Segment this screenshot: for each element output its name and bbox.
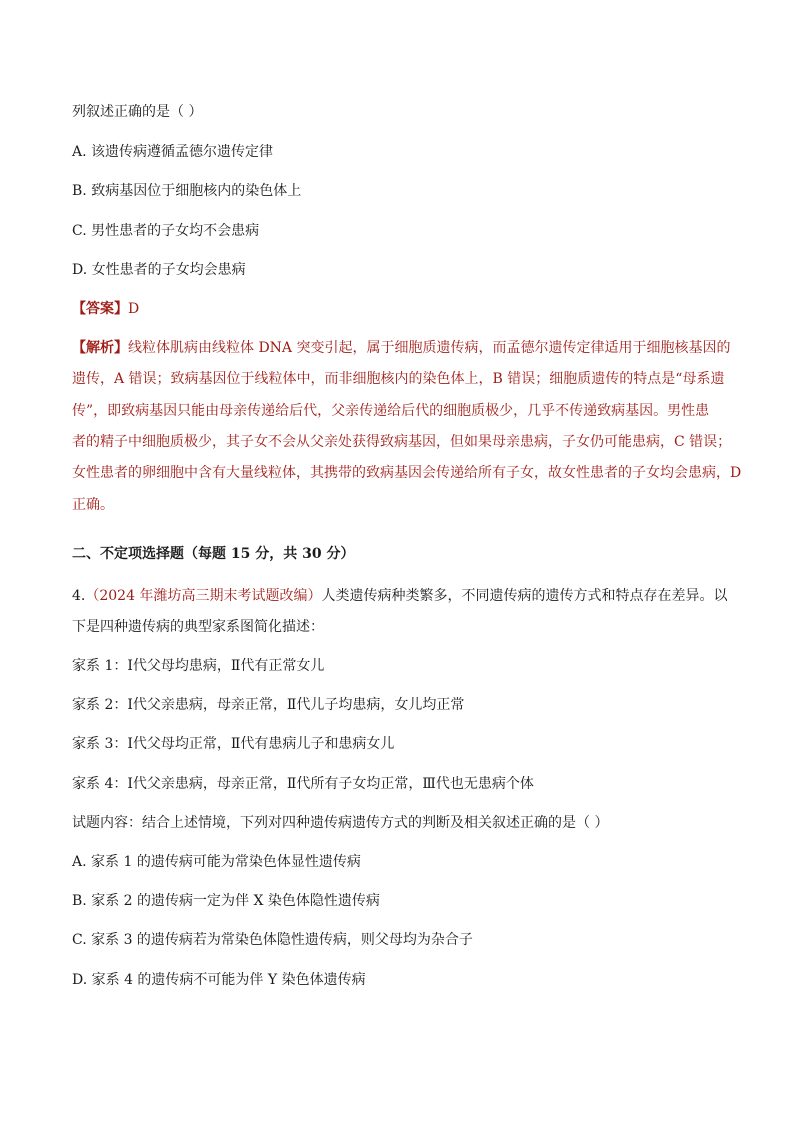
question-4-stem-text: 人类遗传病种类繁多，不同遗传病的遗传方式和特点存在差异。以 [321,588,728,604]
analysis-line-1 [72,338,742,358]
question-3-option-d: D. 女性患者的子女均会患病 [72,262,246,278]
question-3-option-a: A. 该遗传病遵循孟德尔遗传定律 [72,144,274,160]
analysis-line-2: 遗传，A 错误；致病基因位于线粒体中，而非细胞核内的染色体上，B 错误；细胞质遗传的特点是“母系遗 [72,371,725,387]
question-4-prompt: 试题内容：结合上述情境，下列对四种遗传病遗传方式的判断及相关叙述正确的是（ ） [72,815,609,831]
question-4-option-c: C. 家系 3 的遗传病若为常染色体隐性遗传病，则父母均为杂合子 [72,932,473,948]
question-3-option-c: C. 男性患者的子女均不会患病 [72,223,260,239]
question-4-number: 4. [72,588,86,604]
question-4-source: （2024 年潍坊高三期末考试题改编） [85,588,322,604]
question-3-option-b: B. 致病基因位于细胞核内的染色体上 [72,183,302,199]
family-2: 家系 2：Ⅰ代父亲患病，母亲正常，Ⅱ代儿子均患病，女儿均正常 [72,697,465,713]
question-3-stem: 列叙述正确的是（ ） [72,104,203,120]
family-4: 家系 4：Ⅰ代父亲患病，母亲正常，Ⅱ代所有子女均正常，Ⅲ代也无患病个体 [72,776,534,792]
answer-value: D [128,301,140,317]
family-1: 家系 1：Ⅰ代父母均患病，Ⅱ代有正常女儿 [72,658,325,674]
family-3: 家系 3：Ⅰ代父母均正常，Ⅱ代有患病儿子和患病女儿 [72,736,395,752]
question-4-option-b: B. 家系 2 的遗传病一定为伴 X 染色体隐性遗传病 [72,893,380,909]
analysis-line-4: 者的精子中细胞质极少，其子女不会从父亲处获得致病基因，但如果母亲患病，子女仍可能患病，C 错误； [72,434,732,450]
section-title: 二、不定项选择题（每题 15 分，共 30 分） [72,546,355,562]
question-4-stem-line-2: 下是四种遗传病的典型家系图简化描述： [72,619,324,635]
analysis-line-5: 女性患者的卵细胞中含有大量线粒体，其携带的致病基因会传递给所有子女，故女性患者的子女均会患病，D [72,465,742,481]
answer-block [72,299,139,319]
question-4-option-a: A. 家系 1 的遗传病可能为常染色体显性遗传病 [72,854,361,870]
question-4-option-d: D. 家系 4 的遗传病不可能为伴 Y 染色体遗传病 [72,972,366,988]
question-4-stem-line-1 [72,586,727,606]
analysis-text: 线粒体肌病由线粒体 DNA 突变引起，属于细胞质遗传病，而孟德尔遗传定律适用于细胞核基因的 [128,340,731,356]
analysis-line-3: 传”，即致病基因只能由母亲传递给后代，父亲传递给后代的细胞质极少，几乎不传递致病基因。男性患 [72,403,710,419]
answer-label: 【答案】 [72,301,128,317]
analysis-label: 【解析】 [72,340,128,356]
analysis-line-6: 正确。 [72,497,114,513]
